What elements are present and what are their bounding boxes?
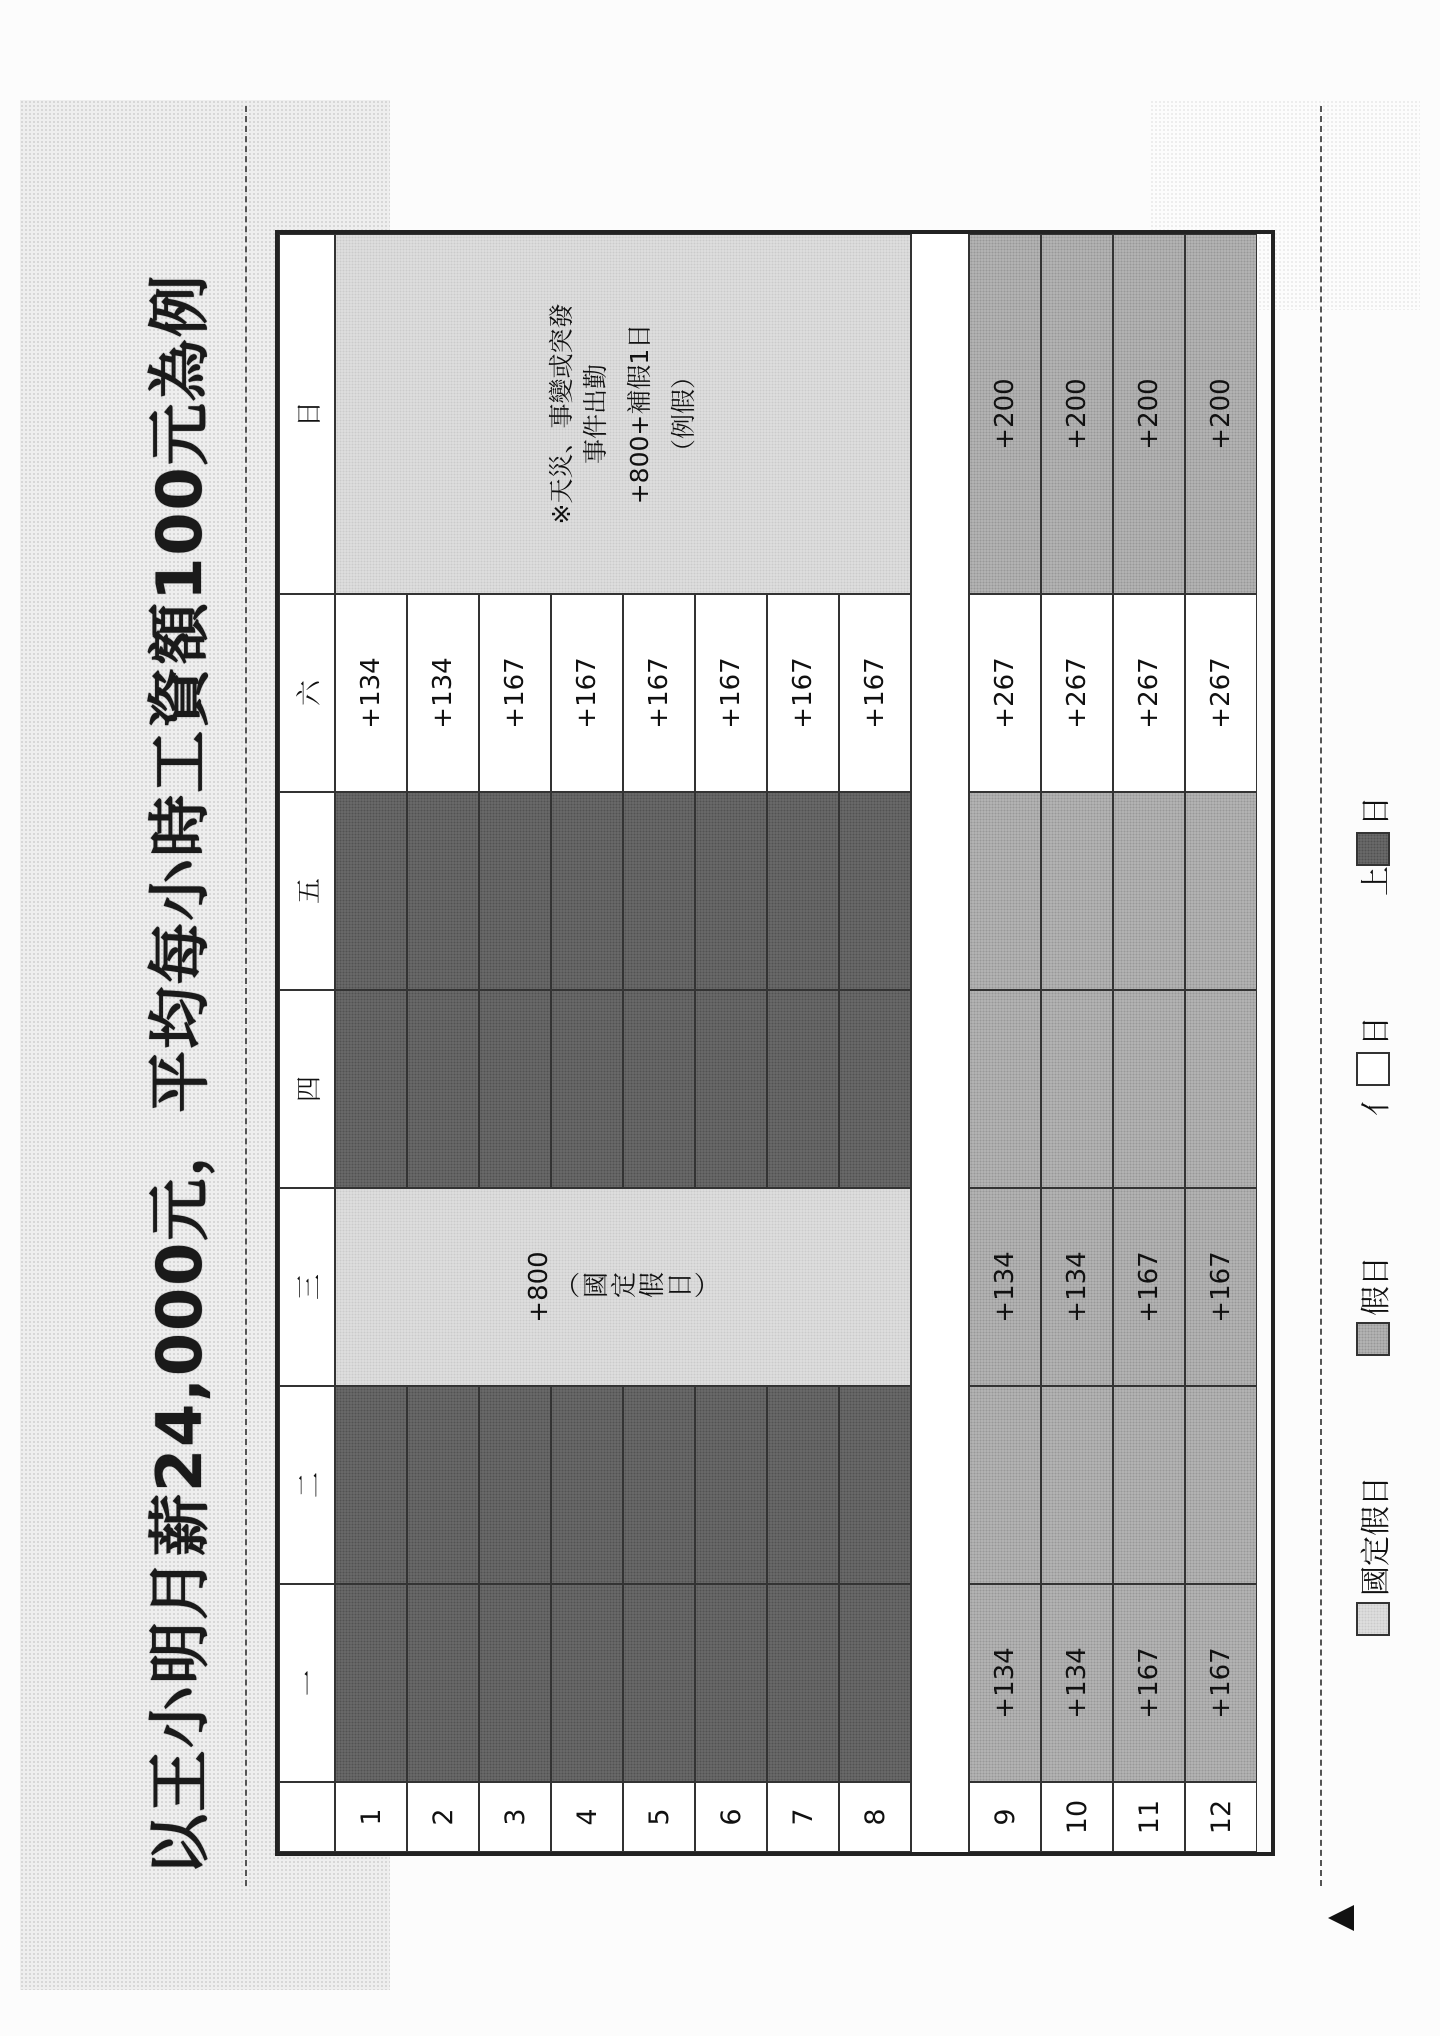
calendar-cell-tue	[335, 1386, 407, 1584]
calendar-cell-thu	[1113, 990, 1185, 1188]
calendar-cell-fri	[839, 792, 911, 990]
dashed-divider-bottom	[1320, 106, 1322, 1886]
triangle-marker-icon	[1328, 1905, 1354, 1931]
row-number-label: 12	[1205, 1799, 1237, 1835]
cell-amount: +200	[1062, 378, 1092, 450]
legend-swatch-mid	[1356, 1322, 1390, 1356]
calendar-cell-thu	[551, 990, 623, 1188]
calendar-cell-mon	[695, 1584, 767, 1782]
calendar-cell-tue	[695, 1386, 767, 1584]
calendar-cell-thu	[407, 990, 479, 1188]
calendar-cell-thu	[695, 990, 767, 1188]
calendar-cell-mon	[479, 1584, 551, 1782]
calendar-cell-sun	[1185, 234, 1257, 594]
cell-amount: +134	[990, 1647, 1020, 1719]
row-number	[1185, 1782, 1257, 1852]
weekday-header	[279, 1386, 335, 1584]
calendar-cell-sat	[695, 594, 767, 792]
weekday-header	[279, 1584, 335, 1782]
calendar-cell-fri	[551, 792, 623, 990]
note-line-1: ※天災、事變或突發	[547, 303, 576, 525]
cell-amount: +200	[1206, 378, 1236, 450]
calendar-cell-thu	[335, 990, 407, 1188]
cell-amount: +167	[788, 657, 818, 729]
weekday-label: 六	[294, 680, 325, 707]
row-number-label: 10	[1061, 1799, 1093, 1835]
cell-amount: +134	[990, 1251, 1020, 1323]
calendar-cell-sat	[1113, 594, 1185, 792]
calendar-cell-tue	[1041, 1386, 1113, 1584]
row-number-label: 2	[427, 1808, 459, 1826]
row-number	[407, 1782, 479, 1852]
calendar-cell-sun	[1041, 234, 1113, 594]
weekday-label: 日	[294, 401, 325, 428]
calendar-cell-mon	[767, 1584, 839, 1782]
calendar-cell-mon	[623, 1584, 695, 1782]
calendar-cell-fri	[623, 792, 695, 990]
holiday-label: （國定假日）	[554, 1272, 722, 1303]
row-number-label: 7	[787, 1808, 819, 1826]
cell-amount: +167	[860, 657, 890, 729]
calendar-cell-sat	[479, 594, 551, 792]
calendar-cell-tue	[969, 1386, 1041, 1584]
calendar-cell-fri	[767, 792, 839, 990]
calendar-cell-wed	[1041, 1188, 1113, 1386]
weekday-header	[279, 990, 335, 1188]
cell-amount: +134	[1062, 1251, 1092, 1323]
calendar-cell-mon	[335, 1584, 407, 1782]
cell-amount: +267	[1206, 657, 1236, 729]
cell-amount: +267	[990, 657, 1020, 729]
overtime-calendar-table	[275, 230, 1275, 1856]
weekday-header	[279, 594, 335, 792]
cell-amount: +167	[1134, 1251, 1164, 1323]
row-number	[1113, 1782, 1185, 1852]
weekday-header	[279, 792, 335, 990]
calendar-cell-tue	[623, 1386, 695, 1584]
calendar-cell-thu	[479, 990, 551, 1188]
calendar-cell-sun	[1113, 234, 1185, 594]
calendar-cell-mon	[551, 1584, 623, 1782]
calendar-gap-row	[911, 234, 969, 1852]
row-number	[767, 1782, 839, 1852]
weekday-label: 一	[294, 1670, 325, 1697]
note-line-4: （例假）	[669, 364, 698, 465]
calendar-cell-thu	[969, 990, 1041, 1188]
cell-amount: +167	[572, 657, 602, 729]
row-number-label: 9	[989, 1808, 1021, 1826]
calendar-cell-tue	[407, 1386, 479, 1584]
cell-amount: +167	[500, 657, 530, 729]
calendar-cell-sat	[969, 594, 1041, 792]
calendar-cell-sat	[407, 594, 479, 792]
calendar-cell-fri	[1185, 792, 1257, 990]
calendar-cell-fri	[1041, 792, 1113, 990]
cell-amount: +200	[1134, 378, 1164, 450]
row-number	[479, 1782, 551, 1852]
weekday-label: 二	[294, 1472, 325, 1499]
calendar-cell-wed	[1185, 1188, 1257, 1386]
calendar-cell-fri	[407, 792, 479, 990]
calendar-cell-wed	[1113, 1188, 1185, 1386]
row-number	[839, 1782, 911, 1852]
row-number-label: 8	[859, 1808, 891, 1826]
calendar-cell-mon	[1185, 1584, 1257, 1782]
legend-swatch-white	[1356, 1052, 1390, 1086]
sunday-note-block	[335, 234, 911, 594]
cell-amount: +167	[1206, 1251, 1236, 1323]
calendar-cell-thu	[623, 990, 695, 1188]
legend-workday	[1348, 796, 1398, 896]
row-number	[695, 1782, 767, 1852]
calendar-cell-tue	[1185, 1386, 1257, 1584]
legend-swatch-light	[1356, 1602, 1390, 1636]
row-number-label: 6	[715, 1808, 747, 1826]
calendar-cell-mon	[1113, 1584, 1185, 1782]
header-corner-cell	[279, 1782, 335, 1852]
weekday-label: 五	[294, 878, 325, 905]
legend-national-holiday	[1348, 1476, 1398, 1636]
legend-rest-day	[1348, 1256, 1398, 1356]
legend-swatch-dark	[1356, 832, 1390, 866]
row-number	[551, 1782, 623, 1852]
calendar-cell-tue	[551, 1386, 623, 1584]
calendar-cell-fri	[335, 792, 407, 990]
calendar-cell-sat	[767, 594, 839, 792]
calendar-cell-fri	[479, 792, 551, 990]
note-line-2: 事件出勤	[581, 364, 610, 465]
calendar-cell-thu	[1041, 990, 1113, 1188]
page-title: 以王小明月薪24,000元，平均每小時工資額100元為例	[143, 273, 216, 1876]
row-number-label: 4	[571, 1808, 603, 1826]
weekday-header	[279, 234, 335, 594]
legend-national-label: 國定假日	[1359, 1476, 1394, 1596]
calendar-cell-mon	[1041, 1584, 1113, 1782]
cell-amount: +134	[428, 657, 458, 729]
calendar-cell-thu	[767, 990, 839, 1188]
calendar-cell-tue	[479, 1386, 551, 1584]
dashed-divider-top	[245, 106, 247, 1886]
cell-amount: +167	[1206, 1647, 1236, 1719]
calendar-cell-mon	[969, 1584, 1041, 1782]
calendar-cell-thu	[1185, 990, 1257, 1188]
legend-workday-label: 日	[1359, 796, 1394, 826]
calendar-cell-mon	[839, 1584, 911, 1782]
row-number	[1041, 1782, 1113, 1852]
calendar-cell-tue	[1113, 1386, 1185, 1584]
legend-rest-label: 假日	[1359, 1256, 1394, 1316]
cell-amount: +267	[1062, 657, 1092, 729]
calendar-cell-fri	[695, 792, 767, 990]
holiday-amount: +800	[524, 1251, 554, 1323]
cell-amount: +167	[1134, 1647, 1164, 1719]
calendar-cell-sat	[551, 594, 623, 792]
row-number	[623, 1782, 695, 1852]
note-line-3: +800+補假1日	[625, 323, 654, 505]
row-number	[335, 1782, 407, 1852]
legend-regular-day	[1348, 1016, 1398, 1116]
national-holiday-block	[335, 1188, 911, 1386]
cell-amount: +134	[1062, 1647, 1092, 1719]
calendar-cell-mon	[407, 1584, 479, 1782]
weekday-label: 四	[294, 1076, 325, 1103]
calendar-cell-thu	[839, 990, 911, 1188]
calendar-cell-sat	[1185, 594, 1257, 792]
cell-amount: +267	[1134, 657, 1164, 729]
cell-amount: +134	[356, 657, 386, 729]
calendar-cell-tue	[839, 1386, 911, 1584]
calendar-cell-sun	[969, 234, 1041, 594]
legend-regular-prefix: 亻	[1359, 1086, 1394, 1116]
cell-amount: +200	[990, 378, 1020, 450]
row-number-label: 3	[499, 1808, 531, 1826]
calendar-cell-tue	[767, 1386, 839, 1584]
row-number-label: 1	[355, 1808, 387, 1826]
calendar-cell-sat	[1041, 594, 1113, 792]
weekday-label: 三	[294, 1274, 325, 1301]
calendar-cell-sat	[623, 594, 695, 792]
weekday-header	[279, 1188, 335, 1386]
row-number-label: 5	[643, 1808, 675, 1826]
row-number	[969, 1782, 1041, 1852]
calendar-cell-wed	[969, 1188, 1041, 1386]
calendar-cell-fri	[969, 792, 1041, 990]
legend-regular-label: 日	[1359, 1016, 1394, 1046]
legend-workday-prefix: 上	[1359, 866, 1394, 896]
calendar-cell-sat	[335, 594, 407, 792]
calendar-cell-sat	[839, 594, 911, 792]
cell-amount: +167	[716, 657, 746, 729]
cell-amount: +167	[644, 657, 674, 729]
row-number-label: 11	[1133, 1799, 1165, 1835]
calendar-cell-fri	[1113, 792, 1185, 990]
